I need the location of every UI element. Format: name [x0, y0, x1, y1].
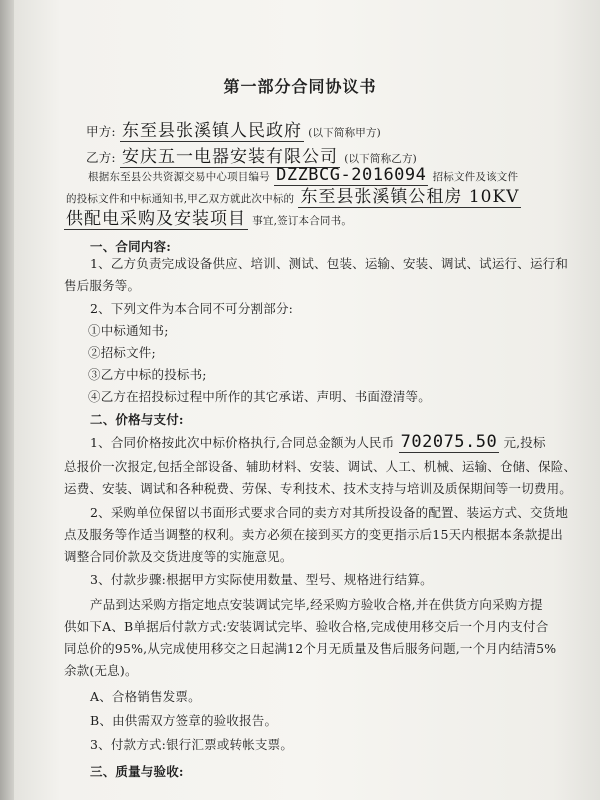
section-2-p1-line-3: 运费、安装、调试和各种税费、劳保、专利技术、技术支持与培训及质保期间等一切费用。	[64, 481, 573, 496]
doc-item-3: ③乙方中标的投标书;	[88, 367, 207, 382]
doc-item-1: ①中标通知书;	[88, 323, 169, 338]
party-a-line	[86, 122, 381, 142]
intro-line-3: 供配电采购及安装项目 事宜,签订本合同书。	[66, 209, 353, 229]
section-3-heading: 三、质量与验收:	[90, 764, 184, 779]
party-b-note: (以下简称乙方)	[344, 153, 417, 165]
party-b-label: 乙方:	[86, 150, 116, 165]
page-shadow-edge	[0, 0, 14, 800]
section-2-p4-line-3: 同总价的95%,从完成使用移交之日起满12个月无质量及售后服务问题,一个月内结清5%	[64, 641, 557, 656]
section-2-payment-method: 3、付款方式:银行汇票或转帐支票。	[90, 737, 294, 752]
section-2-p2-line-1: 2、采购单位保留以书面形式要求合同的卖方对其所投设备的配置、装运方式、交货地	[90, 505, 569, 520]
contract-amount: 702075.50	[400, 432, 498, 452]
section-2-p1-line-2: 总报价一次报定,包括全部设备、辅助材料、安装、调试、人工、机械、运输、仓储、保险、	[64, 459, 577, 474]
section-1-item-1-line-1: 1、乙方负责完成设备供应、培训、测试、包装、运输、安装、调试、试运行、运行和	[90, 256, 569, 271]
project-name-part-a: 东至县张溪镇公租房 10KV	[300, 187, 520, 207]
section-1-item-2: 2、下列文件为本合同不可分割部分:	[90, 301, 294, 316]
section-2-heading: 二、价格与支付:	[90, 412, 184, 427]
section-2-p4-line-4: 余款(无息)。	[64, 663, 138, 678]
intro-line-1: 根据东至县公共资源交易中心项目编号 DZZBCG-2016094 招标文件及该文件	[88, 165, 519, 185]
section-2-p4-line-1: 产品到达采购方指定地点安装调试完毕,经采购方验收合格,并在供货方向采购方提	[90, 597, 543, 612]
section-2-p4-line-2: 供如下A、B单据后付款方式:安装调试完毕、验收合格,完成使用移交后一个月内支付合	[64, 619, 549, 634]
section-1-item-1-line-2: 售后服务等。	[64, 278, 141, 293]
party-b-name: 安庆五一电器安装有限公司	[122, 147, 338, 167]
party-a-name: 东至县张溪镇人民政府	[122, 121, 302, 141]
project-name-part-b: 供配电采购及安装项目	[66, 209, 246, 229]
intro-line-2: 的投标文件和中标通知书,甲乙双方就此次中标的 东至县张溪镇公租房 10KV	[66, 187, 520, 207]
party-a-note: (以下简称甲方)	[308, 127, 381, 139]
section-2-item-b: B、由供需双方签章的验收报告。	[90, 713, 278, 728]
section-2-p1-line-1: 1、合同价格按此次中标价格执行,合同总金额为人民币 702075.50 元,投标	[90, 432, 546, 452]
section-2-p3: 3、付款步骤:根据甲方实际使用数量、型号、规格进行结算。	[90, 572, 433, 587]
section-1-heading: 一、合同内容:	[90, 239, 172, 254]
party-a-label: 甲方:	[86, 124, 116, 139]
doc-item-4: ④乙方在招投标过程中所作的其它承诺、声明、书面澄清等。	[88, 389, 431, 404]
section-2-item-a: A、合格销售发票。	[90, 689, 201, 704]
doc-item-2: ②招标文件;	[88, 345, 156, 360]
document-title: 第一部分合同协议书	[223, 77, 377, 96]
section-2-p2-line-2: 点及服务等作适当调整的权利。卖方必须在接到买方的变更指示后15天内根据本条款提出	[64, 527, 563, 542]
section-2-p2-line-3: 调整合同价款及交货进度等的实施意见。	[64, 549, 293, 564]
project-code: DZZBCG-2016094	[276, 165, 427, 185]
